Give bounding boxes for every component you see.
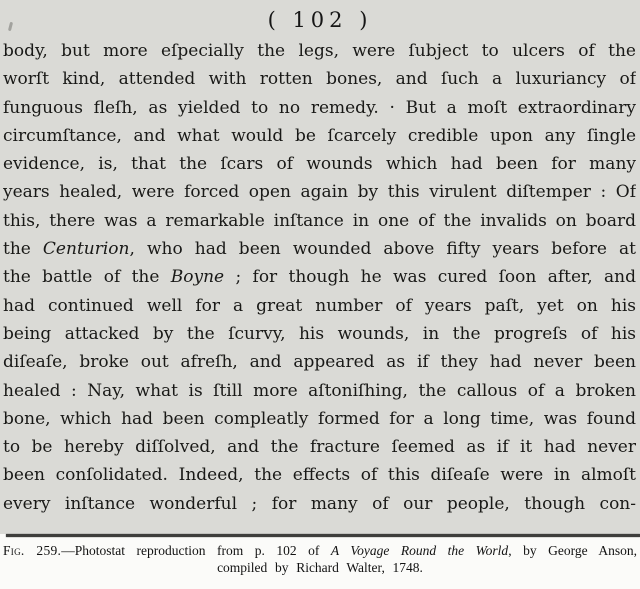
body-text <box>3 37 636 518</box>
text-line: funguous fleſh, as yielded to no remedy. · But a moſt extraordinary <box>3 97 636 118</box>
caption-text-post: , by George Anson, <box>508 543 637 558</box>
text-line: healed : Nay, what is ſtill more aſtoniſhing, the callous of a broken <box>3 380 636 401</box>
text-line: this, there was a remarkable inſtance in one of the invalids on board <box>3 210 636 231</box>
figure-label: Fig. 259. <box>3 543 62 558</box>
text-line: evidence, is, that the ſcars of wounds which had been for many <box>3 154 636 175</box>
text-line: been conſolidated. Indeed, the effects of this diſeaſe were in almoſt <box>3 465 636 486</box>
text-line: the battle of the Boyne ; for though he was cured ſoon after, and <box>3 267 636 288</box>
caption-dash: — <box>61 543 75 558</box>
caption-text-pre: Photostat reproduction from p. 102 of <box>74 543 331 558</box>
text-line: had continued well for a great number of years paſt, yet on his <box>3 295 636 316</box>
text-line: worſt kind, attended with rotten bones, and ſuch a luxuriancy of <box>3 69 636 90</box>
caption-line-2: compiled by Richard Walter, 1748. <box>217 559 423 575</box>
text-line: body, but more eſpecially the legs, were ſubject to ulcers of the <box>3 41 636 61</box>
text-line: circumſtance, and what would be ſcarcely credible upon any ſingle <box>3 125 636 146</box>
text-line: to be hereby diſſolved, and the fracture ſeemed as if it had never <box>3 437 636 458</box>
figure-caption <box>3 543 637 575</box>
book-title-italic: A Voyage Round the World <box>330 543 509 558</box>
text-line: every inſtance wonderful ; for many of our people, though con- <box>3 493 636 514</box>
text-line: being attacked by the ſcurvy, his wounds, in the progreſs of his <box>3 323 636 344</box>
text-line: years healed, were forced open again by this virulent diſtemper : Of <box>3 182 636 203</box>
text-line: the Centurion, who had been wounded above fifty years before at <box>3 239 636 260</box>
text-line: diſeaſe, broke out afreſh, and appeared as if they had never been <box>3 352 636 373</box>
text-line: bone, which had been compleatly formed for a long time, was found <box>3 408 636 429</box>
page-number-header: ( 102 ) <box>267 8 373 32</box>
photostat-bottom-edge <box>6 534 640 537</box>
caption-line-1 <box>3 543 637 559</box>
